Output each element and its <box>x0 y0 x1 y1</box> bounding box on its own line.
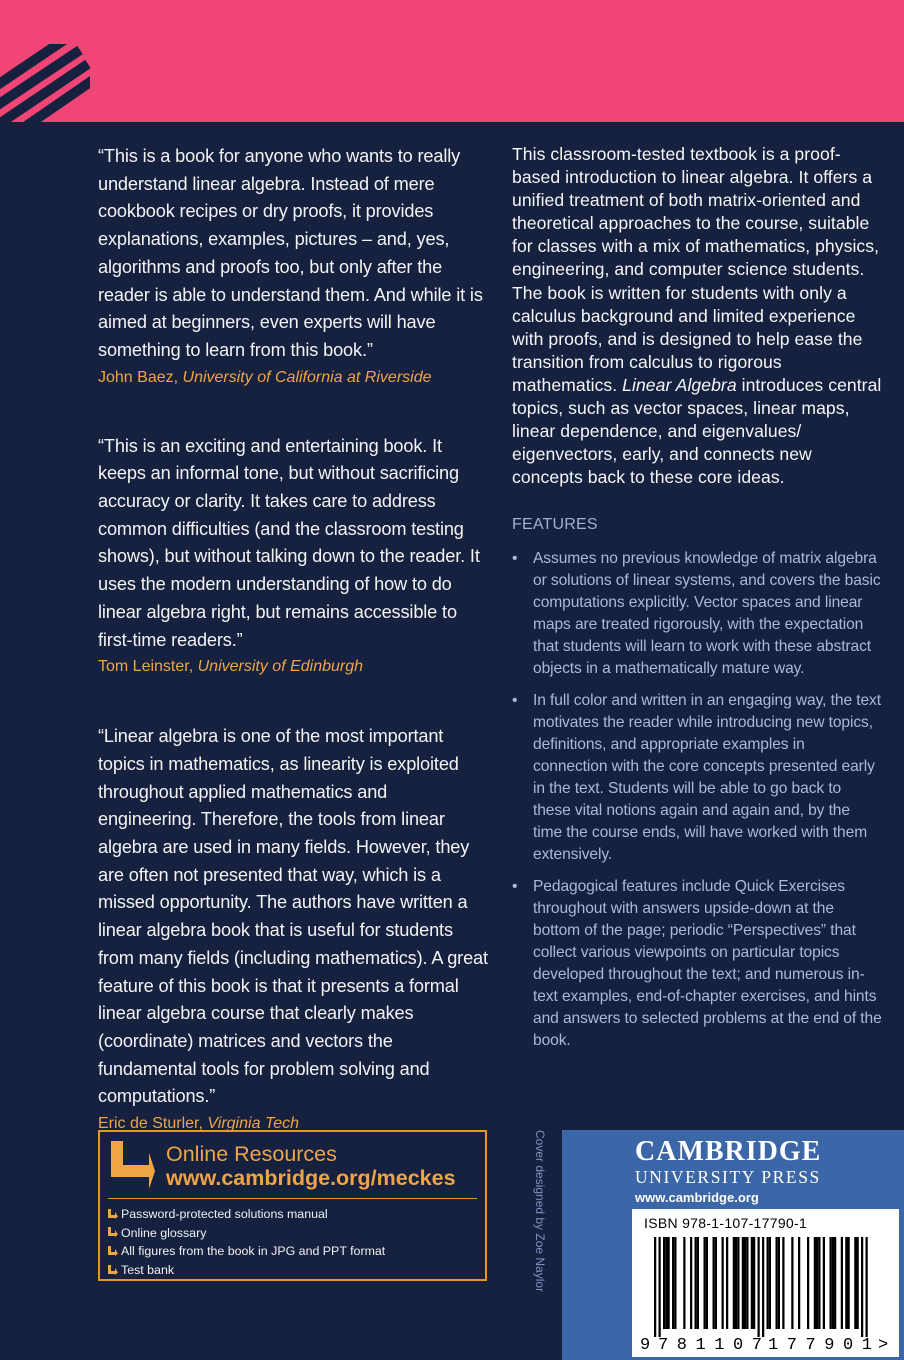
barcode-bar <box>722 1237 724 1329</box>
description-text: This classroom-tested textbook is a proof-based introduction to linear algebra. It offers a unified treatment of both matrix-oriented and theoretical approaches to the course, suitable for classes with a mix of mathematics, physics, engineering, and computer science students. The book is written for students with only a calculus background and limited experience with proofs, and is designed to help ease the transition from calculus to rigorous mathematics. <box>512 144 880 395</box>
barcode-panel <box>632 1209 899 1357</box>
barcode-bar <box>791 1237 793 1329</box>
barcode-bar <box>733 1237 735 1329</box>
endorser-affiliation: University of California at Riverside <box>182 368 432 386</box>
barcode-bar <box>683 1237 685 1329</box>
endorsement <box>98 143 490 390</box>
top-color-band <box>0 0 904 122</box>
cover-credit <box>532 1130 548 1300</box>
features-heading: FEATURES <box>512 516 598 534</box>
diagonal-stripes-decoration <box>0 44 90 124</box>
barcode-bar <box>663 1237 665 1329</box>
barcode-bar <box>861 1237 863 1337</box>
barcode-bar <box>746 1237 748 1329</box>
publisher-logo-subtitle: UNIVERSITY PRESS <box>635 1167 821 1187</box>
online-resources-title: Online Resources <box>166 1142 337 1166</box>
arrow-icon <box>108 1243 118 1261</box>
barcode-bar <box>751 1237 753 1329</box>
online-resources-box <box>98 1130 487 1281</box>
barcode-bar <box>665 1237 667 1329</box>
barcode-bar <box>830 1237 832 1329</box>
endorsement-attribution <box>98 655 490 679</box>
barcode-bar <box>690 1237 692 1329</box>
arrow-icon <box>108 1224 118 1242</box>
barcode-bar <box>832 1237 834 1329</box>
barcode-bar <box>818 1237 820 1329</box>
barcode-bar <box>848 1237 850 1329</box>
endorsement-attribution <box>98 366 490 390</box>
book-title-italic: Linear Algebra <box>622 374 737 395</box>
barcode-first-digit: 9 <box>640 1336 651 1353</box>
resource-item: Password-protected solutions manual <box>108 1205 385 1224</box>
barcode-bar <box>695 1237 697 1329</box>
barcode-bar <box>697 1237 699 1329</box>
publisher-url[interactable]: www.cambridge.org <box>635 1190 759 1205</box>
publisher-logo-name: CAMBRIDGE <box>635 1136 822 1167</box>
barcode-bar <box>807 1237 809 1329</box>
barcode-bar <box>762 1237 764 1337</box>
barcode-bar <box>726 1237 728 1329</box>
barcode-bar <box>659 1237 661 1337</box>
barcode-bar <box>778 1237 780 1329</box>
bullet-icon: • <box>512 692 518 710</box>
endorsement-quote: “This is a book for anyone who wants to really understand linear algebra. Instead of mere cookbook recipes or dry proofs, it provides explanations, examples, pictures – and, yes, algorithms and proofs too, but only after the reader is able to understand them. And while it is aimed at beginners, even experts will have something to learn from this book.” <box>98 146 483 360</box>
feature-item: • Assumes no previous knowledge of matrix algebra or solutions of linear systems, and covers the basic computations explicitly. Vector spaces and linear maps are treated rigorously, with the expectation that students will learn to work with these abstract objects in a mathematically mature way. <box>512 550 881 678</box>
divider <box>108 1198 477 1199</box>
barcode-bar <box>715 1237 717 1329</box>
barcode-bar <box>767 1237 769 1329</box>
barcode-bar <box>866 1237 868 1337</box>
barcode-digits-right: 177901 <box>768 1336 872 1353</box>
bullet-icon: • <box>512 550 518 568</box>
barcode-bar <box>823 1237 825 1329</box>
endorsement-quote: “This is an exciting and entertaining book. It keeps an informal tone, but without sacrificing accuracy or clarity. It takes care to address common difficulties (and the classroom testing shows), but without talking down to the reader. It uses the modern understanding of how to do linear algebra right, but remains accessible to first-time readers.” <box>98 435 480 650</box>
barcode-bar <box>758 1237 760 1337</box>
endorsement-quote: “Linear algebra is one of the most important topics in mathematics, as linearity is exploited throughout applied mathematics and engineering. Therefore, the tools from linear algebra are used in many fields. However, they are often not presented that way, which is a missed opportunity. The authors have written a linear algebra book that is useful for students from many fields (including mathematics). A great feature of this book is that it presents a formal linear algebra course that clearly makes (coordinate) matrices and vectors the fundamental tools for problem solving and computations.” <box>98 726 488 1107</box>
resource-item: All figures from the book in JPG and PPT format <box>108 1242 385 1261</box>
endorsement <box>98 723 490 1136</box>
endorser-affiliation: University of Edinburgh <box>197 658 364 676</box>
endorsement <box>98 433 490 680</box>
barcode-bar <box>753 1237 755 1329</box>
barcode-bar <box>744 1237 746 1329</box>
barcode-bar <box>769 1237 771 1329</box>
feature-item: • Pedagogical features include Quick Exercises throughout with answers upside-down at the bottom of the page; periodic “Perspectives” that collect various viewpoints on particular topics developed throughout the text; and numerous in-text examples, end-of-chapter exercises, and hints and answers to selected problems at the end of the book. <box>512 878 882 1050</box>
barcode-bar <box>668 1237 670 1329</box>
barcode-bar <box>713 1237 715 1329</box>
barcode-bar <box>735 1237 737 1329</box>
feature-item: • In full color and written in an engaging way, the text motivates the reader while introducing new topics, definitions, and appropriate examples in connection with the core concepts presented early in the text. Students will be able to go back to these vital notions again and again and, by the time the course ends, will have worked with them extensively. <box>512 692 881 864</box>
arrow-icon <box>108 1206 118 1224</box>
endorsements-column <box>98 143 490 1136</box>
barcode-bar <box>672 1237 674 1329</box>
resource-item: Test bank <box>108 1261 385 1280</box>
barcode-bar <box>857 1237 859 1329</box>
barcode-bar <box>782 1237 784 1329</box>
description-column <box>512 143 882 1062</box>
publisher-block <box>562 1130 904 1360</box>
barcode-bar <box>798 1237 800 1329</box>
barcode-bar <box>776 1237 778 1329</box>
barcode-bar <box>834 1237 836 1329</box>
barcode-bar <box>841 1237 843 1329</box>
barcode-digits-left: 781107 <box>658 1336 762 1353</box>
arrow-icon <box>108 1262 118 1280</box>
barcode-bar <box>845 1237 847 1329</box>
resources-list <box>108 1205 385 1280</box>
barcode-bar <box>737 1237 739 1329</box>
endorser-affiliation: Virginia Tech <box>207 1115 300 1133</box>
bullet-icon: • <box>512 878 518 896</box>
resource-item: Online glossary <box>108 1224 385 1243</box>
barcode-bar <box>654 1237 656 1337</box>
features-list <box>512 548 882 1052</box>
barcode-bar <box>706 1237 708 1329</box>
barcode-bar <box>674 1237 676 1329</box>
isbn-label: ISBN 978-1-107-17790-1 <box>644 1215 808 1231</box>
endorser-name: Tom Leinster, <box>98 658 194 676</box>
barcode <box>638 1237 894 1353</box>
barcode-bar <box>854 1237 856 1329</box>
barcode-end-mark: > <box>878 1336 889 1353</box>
book-description <box>512 143 882 489</box>
barcode-bars <box>654 1237 868 1337</box>
online-resources-url[interactable]: www.cambridge.org/meckes <box>166 1166 456 1190</box>
endorser-name: Eric de Sturler, <box>98 1115 203 1133</box>
cover-credit-text: Cover designed by Zoe Naylor <box>533 1130 547 1293</box>
barcode-bar <box>814 1237 816 1329</box>
description-text: introduces central topics, such as vector spaces, linear maps, linear dependence, and eigenvalues/ eigenvectors, early, and connects new concepts back to these core ideas. <box>512 374 882 488</box>
barcode-bar <box>704 1237 706 1329</box>
barcode-bar <box>816 1237 818 1329</box>
barcode-bar <box>742 1237 744 1329</box>
arrow-icon <box>109 1141 157 1194</box>
endorser-name: John Baez, <box>98 368 179 386</box>
